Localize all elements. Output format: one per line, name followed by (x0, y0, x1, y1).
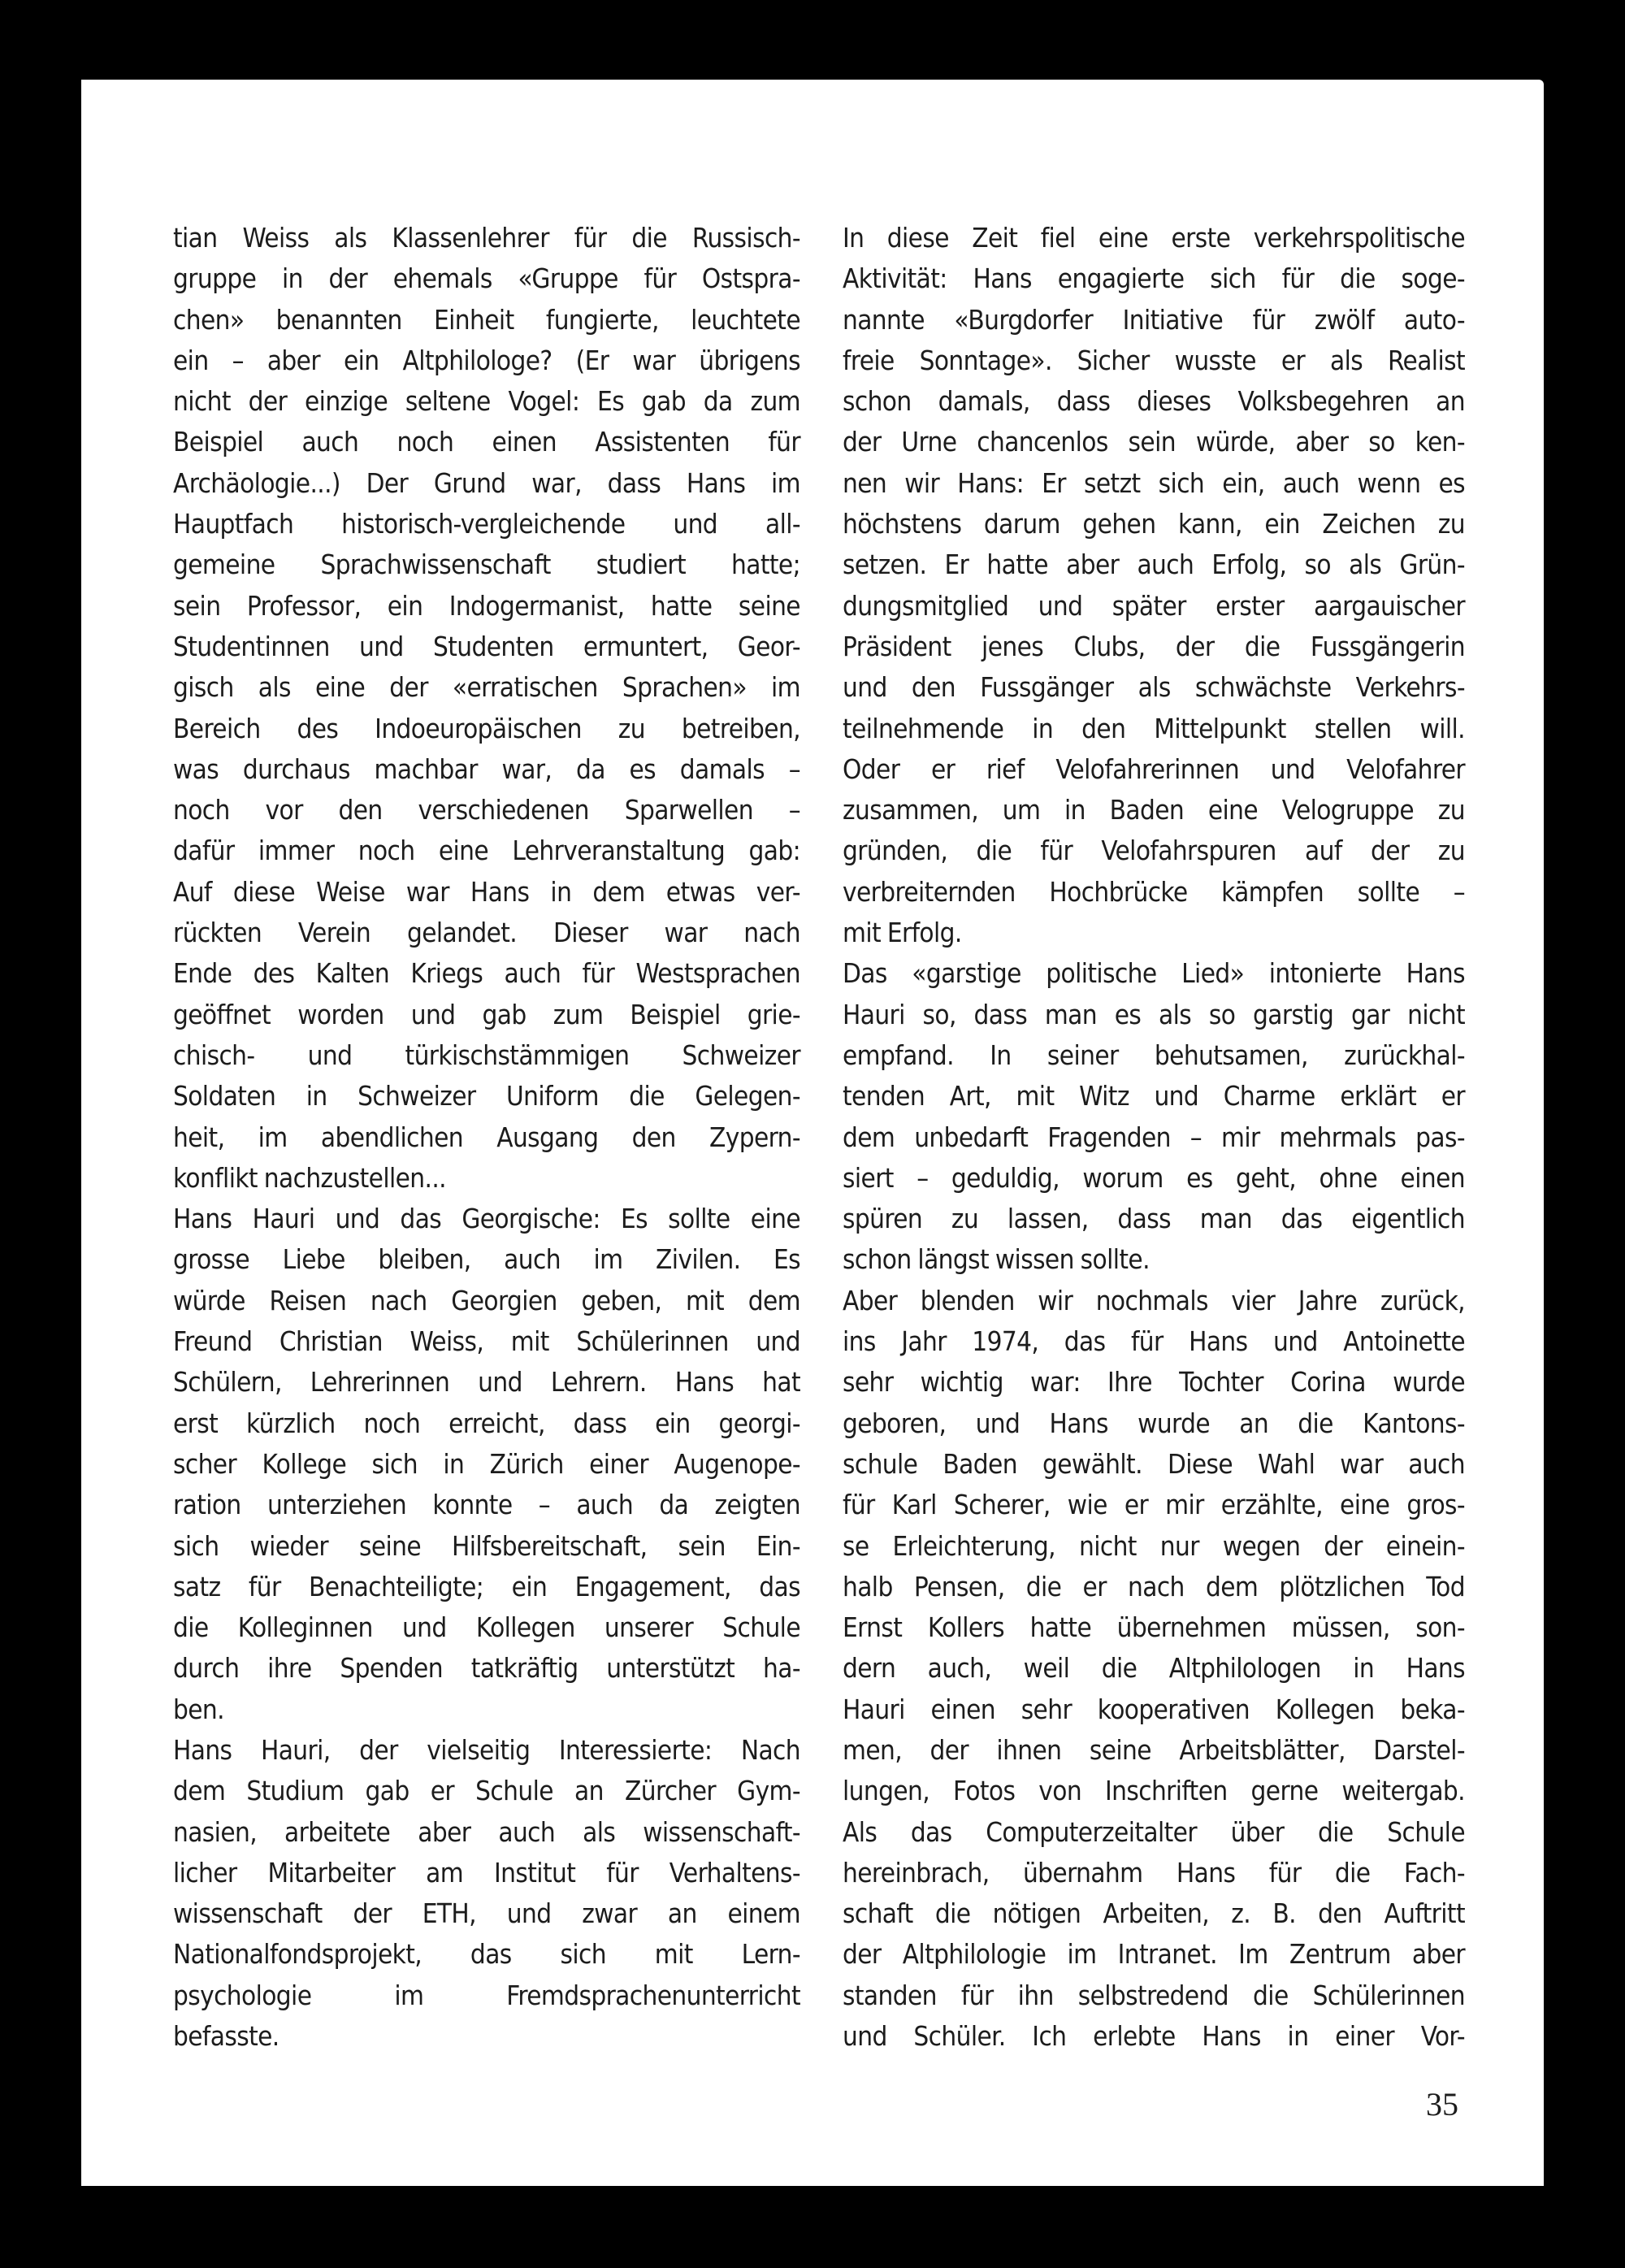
text-line: würde Reisen nach Georgien geben, mit dem (173, 1284, 800, 1316)
text-line: teilnehmende in den Mittelpunkt stellen will. (843, 712, 1465, 744)
text-line: Aktivität: Hans engagierte sich für die soge- (843, 262, 1465, 295)
text-line: Soldaten in Schweizer Uniform die Gelegen- (173, 1080, 800, 1112)
text-line: Hans Hauri und das Georgische: Es sollte eine (173, 1203, 800, 1235)
text-line: konflikt nachzustellen... (173, 1161, 446, 1194)
scanned-page (81, 80, 1544, 2186)
text-line: dem unbedarft Fragenden – mir mehrmals pas- (843, 1121, 1465, 1153)
text-line: chisch- und türkischstämmigen Schweizer (173, 1039, 800, 1071)
text-line: dern auch, weil die Altphilologen in Hans (843, 1652, 1465, 1685)
text-line: heit, im abendlichen Ausgang den Zypern- (173, 1121, 800, 1153)
text-line: schon damals, dass dieses Volksbegehren an (843, 385, 1465, 418)
text-line: rückten Verein gelandet. Dieser war nach (173, 917, 800, 949)
text-line: zusammen, um in Baden eine Velogruppe zu (843, 794, 1465, 826)
text-line: für Karl Scherer, wie er mir erzählte, eine gros- (843, 1489, 1465, 1521)
text-line: freie Sonntage». Sicher wusste er als Realist (843, 344, 1465, 376)
text-line: chen» benannten Einheit fungierte, leuchtete (173, 303, 800, 336)
text-line: dafür immer noch eine Lehrveranstaltung gab: (173, 835, 800, 867)
text-line: der Urne chancenlos sein würde, aber so ken- (843, 426, 1465, 458)
text-line: gruppe in der ehemals «Gruppe für Ostspra- (173, 262, 800, 295)
text-line: Hans Hauri, der vielseitig Interessierte: Nach (173, 1733, 800, 1766)
text-column-left (173, 218, 800, 2057)
text-line: ein – aber ein Altphilologe? (Er war übrigens (173, 344, 800, 376)
text-line: Schülern, Lehrerinnen und Lehrern. Hans hat (173, 1366, 800, 1399)
text-line: ins Jahr 1974, das für Hans und Antoinette (843, 1325, 1465, 1358)
text-line: was durchaus machbar war, da es damals – (173, 752, 800, 785)
text-line: dungsmitglied und später erster aargauischer (843, 589, 1465, 622)
text-line: grosse Liebe bleiben, auch im Zivilen. Es (173, 1243, 800, 1276)
text-line: geboren, und Hans wurde an die Kantons- (843, 1407, 1465, 1439)
text-line: satz für Benachteiligte; ein Engagement, das (173, 1570, 800, 1602)
text-line: Freund Christian Weiss, mit Schülerinnen und (173, 1325, 800, 1358)
page-number: 35 (1426, 2086, 1458, 2123)
text-line: scher Kollege sich in Zürich einer Augenope- (173, 1447, 800, 1480)
text-line: spüren zu lassen, dass man das eigentlich (843, 1203, 1465, 1235)
text-line: Hauri so, dass man es als so garstig gar nicht (843, 998, 1465, 1030)
text-line: Oder er rief Velofahrerinnen und Velofahrer (843, 752, 1465, 785)
text-line: Das «garstige politische Lied» intonierte Hans (843, 957, 1465, 990)
text-line: tian Weiss als Klassenlehrer für die Russisch- (173, 222, 800, 254)
text-column-right (843, 218, 1465, 2057)
text-line: hereinbrach, übernahm Hans für die Fach- (843, 1856, 1465, 1889)
text-line: sehr wichtig war: Ihre Tochter Corina wurde (843, 1366, 1465, 1399)
text-line: nannte «Burgdorfer Initiative für zwölf auto- (843, 303, 1465, 336)
text-line: Als das Computerzeitalter über die Schule (843, 1815, 1465, 1848)
text-line: Hauri einen sehr kooperativen Kollegen beka- (843, 1693, 1465, 1725)
text-line: gründen, die für Velofahrspuren auf der zu (843, 835, 1465, 867)
text-line: schule Baden gewählt. Diese Wahl war auch (843, 1447, 1465, 1480)
text-line: durch ihre Spenden tatkräftig unterstützt ha- (173, 1652, 800, 1685)
text-line: men, der ihnen seine Arbeitsblätter, Darstel- (843, 1733, 1465, 1766)
text-line: wissenschaft der ETH, und zwar an einem (173, 1897, 800, 1930)
text-line: Auf diese Weise war Hans in dem etwas ver- (173, 875, 800, 908)
text-line: Aber blenden wir nochmals vier Jahre zurück, (843, 1284, 1465, 1316)
text-line: nasien, arbeitete aber auch als wissenschaft- (173, 1815, 800, 1848)
text-line: siert – geduldig, worum es geht, ohne einen (843, 1161, 1465, 1194)
text-line: Hauptfach historisch-vergleichende und all- (173, 508, 800, 540)
text-line: befasste. (173, 2020, 280, 2053)
text-line: gisch als eine der «erratischen Sprachen» im (173, 671, 800, 704)
text-line: Ernst Kollers hatte übernehmen müssen, son- (843, 1611, 1465, 1644)
text-line: nicht der einzige seltene Vogel: Es gab da zum (173, 385, 800, 418)
text-line: mit Erfolg. (843, 917, 962, 949)
text-line: empfand. In seiner behutsamen, zurückhal- (843, 1039, 1465, 1071)
text-line: se Erleichterung, nicht nur wegen der einein- (843, 1529, 1465, 1562)
text-line: Nationalfondsprojekt, das sich mit Lern- (173, 1938, 800, 1971)
text-line: erst kürzlich noch erreicht, dass ein georgi- (173, 1407, 800, 1439)
text-line: ben. (173, 1693, 224, 1725)
text-line: und Schüler. Ich erlebte Hans in einer Vor- (843, 2020, 1465, 2053)
text-line: tenden Art, mit Witz und Charme erklärt er (843, 1080, 1465, 1112)
text-line: Präsident jenes Clubs, der die Fussgängerin (843, 630, 1465, 662)
text-line: Studentinnen und Studenten ermuntert, Geor- (173, 630, 800, 662)
text-line: lungen, Fotos von Inschriften gerne weitergab. (843, 1775, 1465, 1807)
text-line: schon längst wissen sollte. (843, 1243, 1150, 1276)
text-line: und den Fussgänger als schwächste Verkehrs- (843, 671, 1465, 704)
text-line: geöffnet worden und gab zum Beispiel grie- (173, 998, 800, 1030)
text-line: Beispiel auch noch einen Assistenten für (173, 426, 800, 458)
text-line: Ende des Kalten Kriegs auch für Westsprachen (173, 957, 800, 990)
text-line: verbreiternden Hochbrücke kämpfen sollte – (843, 875, 1465, 908)
text-line: nen wir Hans: Er setzt sich ein, auch wenn es (843, 466, 1465, 499)
text-line: der Altphilologie im Intranet. Im Zentrum aber (843, 1938, 1465, 1971)
text-line: standen für ihn selbstredend die Schülerinnen (843, 1979, 1465, 2011)
text-line: sich wieder seine Hilfsbereitschaft, sein Ein- (173, 1529, 800, 1562)
text-line: halb Pensen, die er nach dem plötzlichen Tod (843, 1570, 1465, 1602)
text-line: Archäologie...) Der Grund war, dass Hans im (173, 466, 800, 499)
text-line: schaft die nötigen Arbeiten, z. B. den Auftritt (843, 1897, 1465, 1930)
text-line: Bereich des Indoeuropäischen zu betreiben, (173, 712, 800, 744)
text-line: die Kolleginnen und Kollegen unserer Schule (173, 1611, 800, 1644)
text-line: sein Professor, ein Indogermanist, hatte seine (173, 589, 800, 622)
text-line: ration unterziehen konnte – auch da zeigten (173, 1489, 800, 1521)
text-line: dem Studium gab er Schule an Zürcher Gym- (173, 1775, 800, 1807)
text-line: psychologie im Fremdsprachenunterricht (173, 1979, 800, 2011)
text-line: gemeine Sprachwissenschaft studiert hatte; (173, 549, 800, 581)
text-line: noch vor den verschiedenen Sparwellen – (173, 794, 800, 826)
text-line: höchstens darum gehen kann, ein Zeichen zu (843, 508, 1465, 540)
text-line: licher Mitarbeiter am Institut für Verhaltens- (173, 1856, 800, 1889)
text-line: setzen. Er hatte aber auch Erfolg, so als Grün- (843, 549, 1465, 581)
text-line: In diese Zeit fiel eine erste verkehrspolitische (843, 222, 1465, 254)
